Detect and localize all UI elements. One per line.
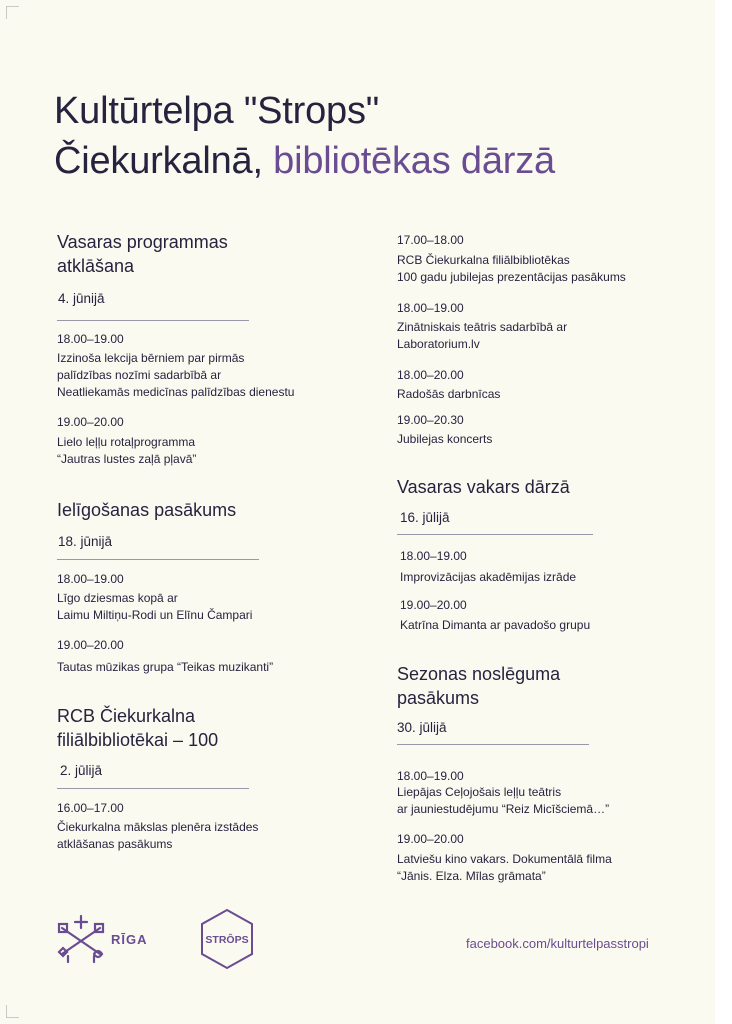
event-time: 18.00–19.00 bbox=[397, 301, 464, 315]
divider bbox=[397, 744, 589, 745]
event-time: 19.00–20.00 bbox=[397, 832, 464, 846]
strops-logo-text: STRÔPS bbox=[205, 934, 249, 946]
title-line-2-main: Čiekurkalnā, bbox=[54, 140, 263, 182]
riga-coat-of-arms-icon bbox=[56, 914, 106, 964]
event-description: Latviešu kino vakars. Dokumentālā filma “Jānis. Elza. Mīlas grāmata” bbox=[397, 852, 612, 883]
section-title: Sezonas noslēguma pasākums bbox=[397, 664, 561, 708]
page-title bbox=[54, 86, 555, 186]
section-date: 16. jūlijā bbox=[400, 510, 450, 525]
event-time: 17.00–18.00 bbox=[397, 233, 464, 247]
facebook-link[interactable]: facebook.com/kulturtelpasstropi bbox=[466, 936, 649, 951]
title-line-1: Kultūrtelpa "Strops" bbox=[54, 90, 380, 132]
divider bbox=[57, 788, 249, 789]
section-title: Ielīgošanas pasākums bbox=[57, 500, 237, 520]
section-title: RCB Čiekurkalna filiālbibliotēkai – 100 bbox=[57, 706, 219, 750]
title-line-2-accent: bibliotēkas dārzā bbox=[273, 140, 555, 182]
crop-mark bbox=[6, 1005, 19, 1018]
event-time: 18.00–19.00 bbox=[400, 549, 467, 563]
event-description: Lielo leļļu rotaļprogramma “Jautras lustes zaļā pļavā” bbox=[57, 435, 197, 466]
section-date: 2. jūlijā bbox=[60, 763, 103, 778]
section-date: 18. jūnijā bbox=[58, 534, 113, 549]
event-description: Liepājas Ceļojošais leļļu teātris ar jauniestudējumu “Reiz Micīšciemā…” bbox=[397, 785, 610, 816]
section-date: 4. jūnijā bbox=[58, 291, 105, 306]
event-description: RCB Čiekurkalna filiālbibliotēkas 100 gadu jubilejas prezentācijas pasākums bbox=[397, 253, 626, 284]
event-description: Radošās darbnīcas bbox=[397, 387, 501, 401]
section-library-100 bbox=[57, 704, 357, 851]
section-title: Vasaras vakars dārzā bbox=[397, 477, 570, 497]
event-description: Katrīna Dimanta ar pavadošo grupu bbox=[400, 618, 591, 632]
event-time: 19.00–20.00 bbox=[57, 415, 124, 429]
strops-hexagon-logo-icon bbox=[199, 908, 255, 970]
event-time: 19.00–20.30 bbox=[397, 413, 464, 427]
riga-label: RĪGA bbox=[111, 932, 148, 947]
event-time: 18.00–20.00 bbox=[397, 368, 464, 382]
event-description: Jubilejas koncerts bbox=[397, 432, 493, 446]
crop-mark bbox=[6, 6, 19, 19]
event-time: 19.00–20.00 bbox=[400, 598, 467, 612]
event-time: 19.00–20.00 bbox=[57, 638, 124, 652]
divider bbox=[397, 534, 593, 535]
event-description: Tautas mūzikas grupa “Teikas muzikanti” bbox=[57, 660, 274, 674]
event-description: Zinātniskais teātris sadarbībā ar Laboratorium.lv bbox=[397, 320, 568, 351]
section-season-closing bbox=[397, 662, 697, 883]
section-summer-evening bbox=[397, 475, 697, 632]
section-opening bbox=[57, 230, 357, 466]
event-time: 18.00–19.00 bbox=[397, 769, 464, 783]
section-title: Vasaras programmas atklāšana bbox=[57, 232, 228, 276]
divider bbox=[57, 320, 249, 321]
event-description: Izzinoša lekcija bērniem par pirmās palīdzības nozīmi sadarbībā ar Neatliekamās medicīnas palīdzības dienestu bbox=[57, 351, 295, 399]
event-time: 16.00–17.00 bbox=[57, 801, 124, 815]
divider bbox=[57, 559, 259, 560]
section-ligo bbox=[57, 498, 357, 674]
event-description: Čiekurkalna mākslas plenēra izstādes atklāšanas pasākums bbox=[57, 820, 259, 851]
event-description: Improvizācijas akadēmijas izrāde bbox=[400, 570, 577, 584]
event-description: Līgo dziesmas kopā ar Laimu Miltiņu-Rodi un Elīnu Čampari bbox=[57, 591, 253, 622]
event-time: 18.00–19.00 bbox=[57, 572, 124, 586]
section-date: 30. jūlijā bbox=[397, 720, 447, 735]
event-time: 18.00–19.00 bbox=[57, 332, 124, 346]
